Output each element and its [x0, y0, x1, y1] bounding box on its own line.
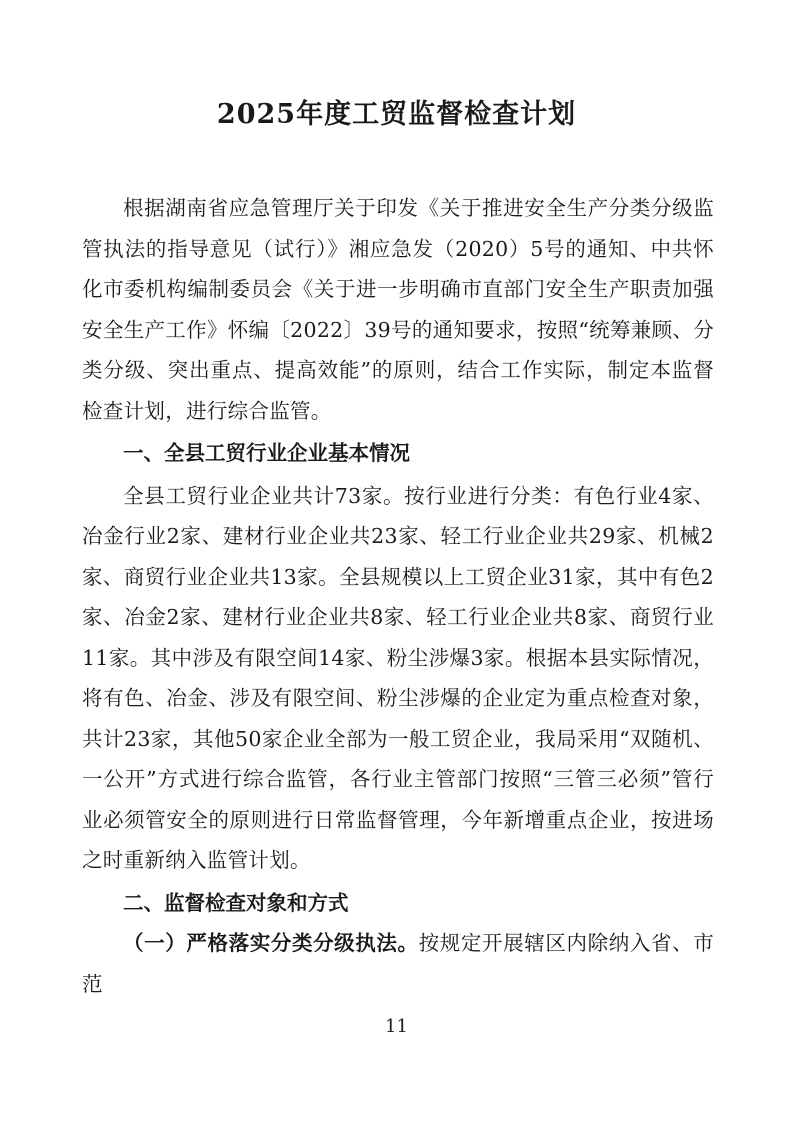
section-1-paragraph: 全县工贸行业企业共计73家。按行业进行分类：有色行业4家、冶金行业2家、建材行业企业共23家、轻工行业企业共29家、机械2家、商贸行业企业共13家。全县规模以上工贸企业31家，其中有色2家、冶金2家、建材行业企业共8家、轻工行业企业共8家、商贸行业11家。其中涉及有限空间14家、粉尘涉爆3家。根据本县实际情况，将有色、冶金、涉及有限空间、粉尘涉爆的企业定为重点检查对象，共计23家，其他50家企业全部为一般工贸企业，我局采用“双随机、一公开”方式进行综合监管，各行业主管部门按照“三管三必须”管行业必须管安全的原则进行日常监督管理，今年新增重点企业，按进场之时重新纳入监管计划。 [82, 483, 714, 872]
document-title: 2025年度工贸监督检查计划 [216, 99, 577, 130]
section-2-heading: 二、监督检查对象和方式 [123, 890, 349, 915]
page-number: 11 [385, 1016, 408, 1037]
section-1-heading: 一、全县工贸行业企业基本情况 [123, 441, 410, 465]
section-2-item-1 [82, 923, 714, 1004]
item-1-lead: （一）严格落实分类分级执法。 [123, 931, 419, 955]
intro-paragraph: 根据湖南省应急管理厅关于印发《关于推进安全生产分类分级监管执法的指导意见（试行）》湘应急发（2020）5号的通知、中共怀化市委机构编制委员会《关于进一步明确市直部门安全生产职责加强安全生产工作》怀编〔2022〕39号的通知要求，按照“统筹兼顾、分类分级、突出重点、提高效能”的原则，结合工作实际，制定本监督检查计划，进行综合监管。 [82, 196, 714, 423]
document-body [82, 188, 714, 1004]
item-1-text: 按规定开展辖区内除纳入省、市范 [82, 931, 714, 996]
